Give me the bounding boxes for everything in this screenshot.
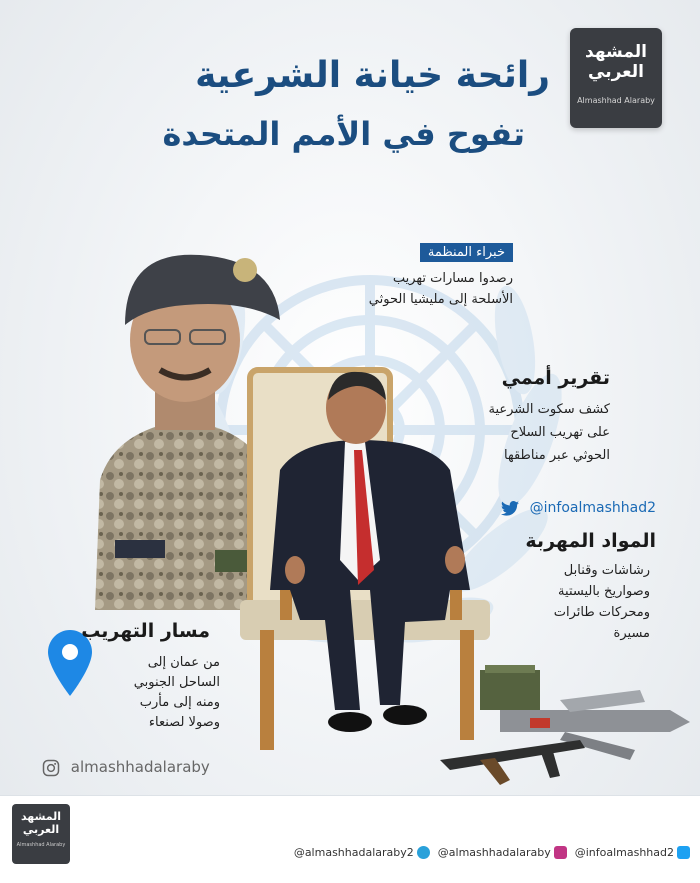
logo-line1: المشهد bbox=[585, 42, 647, 62]
experts-line: رصدوا مسارات تهريب bbox=[392, 271, 513, 286]
instagram-handle-text: almashhadalaraby bbox=[70, 758, 210, 776]
instagram-handle[interactable] bbox=[42, 758, 210, 777]
report-text bbox=[488, 398, 610, 467]
footer-logo-latin: Almashhad Alaraby bbox=[16, 842, 66, 848]
logo-line2: العربي bbox=[588, 62, 644, 82]
footer-bar bbox=[0, 795, 700, 883]
twitter-handle-footer: @infoalmashhad2 bbox=[574, 846, 674, 859]
instagram-handle-footer: @almashhadalaraby bbox=[437, 846, 551, 859]
footer-logo-line1: المشهد bbox=[20, 810, 62, 823]
footer-social-links bbox=[294, 846, 690, 859]
smuggled-heading: المواد المهربة bbox=[525, 530, 656, 552]
route-line: ومنه إلى مأرب bbox=[139, 695, 220, 710]
report-line: الحوثي عبر مناطقها bbox=[504, 448, 610, 463]
footer-telegram-link[interactable] bbox=[294, 846, 430, 859]
instagram-icon bbox=[42, 759, 60, 777]
smuggled-line: مسيرة bbox=[613, 626, 650, 641]
experts-tag: خبراء المنظمة bbox=[420, 243, 513, 262]
brand-logo bbox=[570, 28, 662, 128]
twitter-icon bbox=[501, 501, 519, 516]
twitter-handle[interactable] bbox=[501, 500, 656, 516]
footer-twitter-link[interactable] bbox=[575, 846, 690, 859]
page-title-line1: رائحة خيانة الشرعية bbox=[195, 55, 550, 96]
route-line: من عمان إلى bbox=[147, 655, 220, 670]
instagram-icon bbox=[554, 846, 567, 859]
twitter-handle-text: @infoalmashhad2 bbox=[529, 500, 656, 516]
experts-text bbox=[369, 268, 513, 310]
route-heading: مسار التهريب bbox=[81, 620, 210, 642]
smuggled-line: رشاشات وقنابل bbox=[563, 563, 650, 578]
smuggled-text bbox=[554, 560, 650, 644]
weapons-drone-image bbox=[440, 660, 700, 790]
smuggled-line: وصواريخ باليستية bbox=[558, 584, 650, 599]
report-line: على تهريب السلاح bbox=[510, 425, 610, 440]
route-line: الساحل الجنوبي bbox=[133, 675, 220, 690]
footer-logo bbox=[12, 804, 70, 864]
telegram-icon bbox=[417, 846, 430, 859]
logo-latin: Almashhad Alaraby bbox=[577, 96, 655, 105]
route-line: وصولا لصنعاء bbox=[148, 715, 220, 730]
footer-instagram-link[interactable] bbox=[438, 846, 567, 859]
footer-logo-line2: العربي bbox=[22, 823, 60, 836]
page-title-line2: تفوح في الأمم المتحدة bbox=[162, 115, 525, 153]
telegram-handle: @almashhadalaraby2 bbox=[293, 846, 414, 859]
report-heading: تقرير أممي bbox=[501, 367, 610, 389]
twitter-icon bbox=[677, 846, 690, 859]
report-line: كشف سكوت الشرعية bbox=[488, 402, 610, 417]
route-text bbox=[100, 653, 220, 733]
experts-line: الأسلحة إلى مليشيا الحوثي bbox=[368, 292, 513, 307]
smuggled-line: ومحركات طائرات bbox=[553, 605, 650, 620]
